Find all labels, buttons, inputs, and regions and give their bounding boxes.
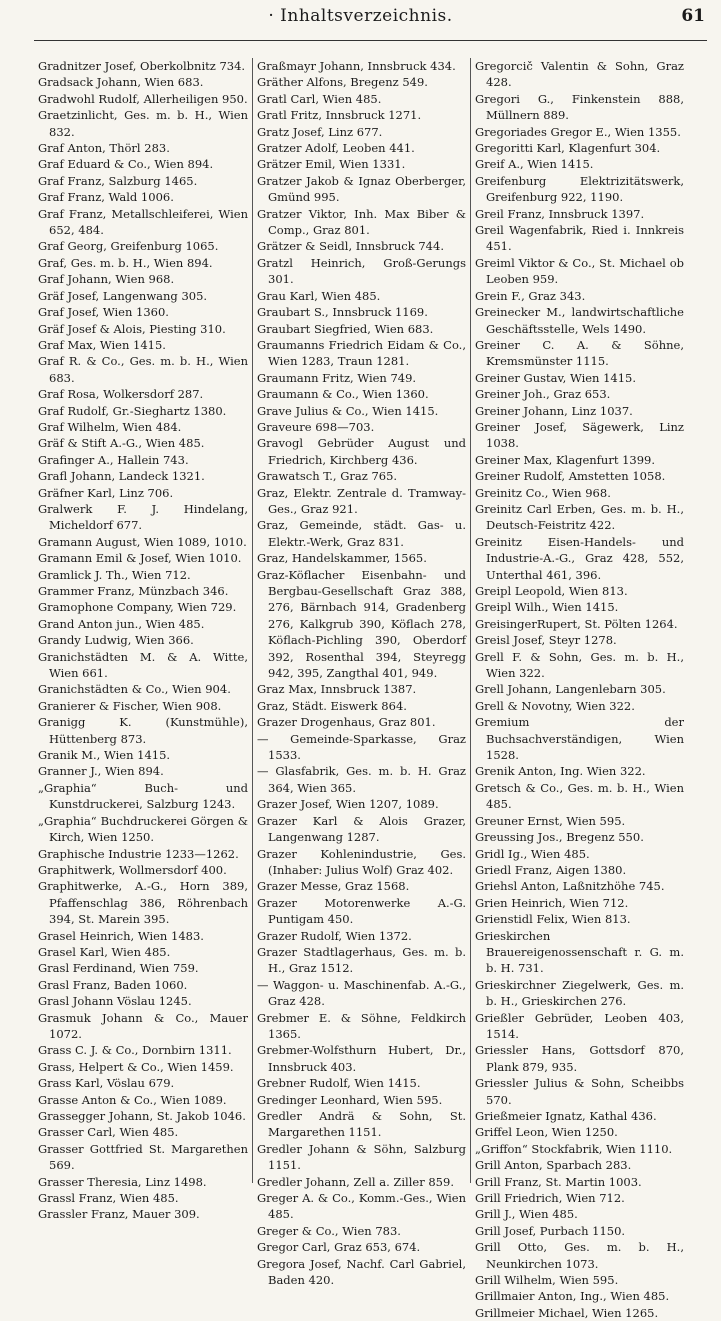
index-entry: Grazer Motorenwerke A.-G. Puntigam 450. <box>257 895 466 927</box>
index-entry: Graubart S., Innsbruck 1169. <box>257 305 428 320</box>
index-column-3 <box>470 58 688 1320</box>
index-entry: Graf Franz, Salzburg 1465. <box>38 173 198 188</box>
index-entry: „Graphia“ Buchdruckerei Görgen & Kirch, Wien 1250. <box>38 813 248 845</box>
index-entry: Griffel Leon, Wien 1250. <box>475 1125 618 1140</box>
index-entry: Greiner Josef, Sägewerk, Linz 1038. <box>475 419 684 451</box>
index-entry: Granichstädten & Co., Wien 904. <box>38 682 231 697</box>
index-entry: Grill Josef, Purbach 1150. <box>475 1223 626 1238</box>
index-entry: Gratzer Jakob & Ignaz Oberberger, Gmünd 995. <box>257 173 466 205</box>
index-entry: Greiner Gustav, Wien 1415. <box>475 370 637 385</box>
index-entry: Graf Franz, Wald 1006. <box>38 190 174 205</box>
index-entry: Grillmeier Michael, Wien 1265. <box>475 1305 659 1320</box>
index-entry: Grätzer Emil, Wien 1331. <box>257 157 406 172</box>
index-entry: Grass Karl, Vöslau 679. <box>38 1076 175 1091</box>
index-entry: Gregorcič Valentin & Sohn, Graz 428. <box>475 59 684 90</box>
index-entry: Grell & Novotny, Wien 322. <box>475 698 635 713</box>
page-title: · Inhaltsverzeichnis. <box>268 6 453 26</box>
index-entry: Grill Anton, Sparbach 283. <box>475 1158 632 1173</box>
index-entry: Grasel Karl, Wien 485. <box>38 944 171 959</box>
index-entry: Grazer Messe, Graz 1568. <box>257 879 410 894</box>
index-entry: Griedl Franz, Aigen 1380. <box>475 862 627 877</box>
index-entry: Grätzer & Seidl, Innsbruck 744. <box>257 239 444 254</box>
index-entry: Greipl Leopold, Wien 813. <box>475 584 628 598</box>
index-entry: — Gemeinde-Sparkasse, Graz 1533. <box>257 731 466 763</box>
page-number: 61 <box>681 6 705 26</box>
index-entry: Graf Josef, Wien 1360. <box>38 305 169 320</box>
index-entry: Grien Heinrich, Wien 712. <box>475 895 629 910</box>
index-entry: Gratl Fritz, Innsbruck 1271. <box>257 108 422 123</box>
index-entry: Graphitwerke, A.-G., Horn 389, Pfaffenschlag 386, Röhrenbach 394, St. Marein 395. <box>38 879 248 927</box>
index-entry: „Graphia“ Buch- und Kunstdruckerei, Salzburg 1243. <box>38 780 248 812</box>
index-entry: Grazer Karl & Alois Grazer, Langenwang 1287. <box>257 813 466 845</box>
index-entry: Graf, Ges. m. b. H., Wien 894. <box>38 255 213 270</box>
index-entry: Gregori G., Finkenstein 888, Müllnern 889. <box>475 91 684 123</box>
index-entry: Graz Max, Innsbruck 1387. <box>257 682 417 697</box>
index-entry: Graf Max, Wien 1415. <box>38 337 166 352</box>
index-entry: Grave Julius & Co., Wien 1415. <box>257 403 439 418</box>
index-entry: Graf Rudolf, Gr.-Sieghartz 1380. <box>38 403 227 418</box>
index-entry: Graf Johann, Wien 968. <box>38 272 175 287</box>
index-entry: Granigg K. (Kunstmühle), Hüttenberg 873. <box>38 715 248 746</box>
index-entry: Grill Friedrich, Wien 712. <box>475 1191 625 1206</box>
index-entry: Graf Anton, Thörl 283. <box>38 141 170 156</box>
index-entry: Greipl Wilh., Wien 1415. <box>475 600 619 615</box>
index-entry: Griehsl Anton, Laßnitzhöhe 745. <box>475 879 665 894</box>
index-entry: Graz, Handelskammer, 1565. <box>257 551 427 566</box>
index-entry: Griessler Julius & Sohn, Scheibbs 570. <box>475 1076 684 1107</box>
page-header <box>0 6 721 36</box>
index-entry: Gredinger Leonhard, Wien 595. <box>257 1092 443 1107</box>
index-entry: Greger A. & Co., Komm.-Ges., Wien 485. <box>257 1191 466 1222</box>
index-entry: Gräf Josef, Langenwang 305. <box>38 288 208 303</box>
index-entry: Gretsch & Co., Ges. m. b. H., Wien 485. <box>475 780 684 812</box>
index-entry: Gredler Andrä & Sohn, St. Margarethen 1151. <box>257 1109 466 1140</box>
index-entry: Greinitz Co., Wien 968. <box>475 485 611 500</box>
index-entry: Graumanns Friedrich Eidam & Co., Wien 1283, Traun 1281. <box>257 337 466 369</box>
index-entry: Graf Eduard & Co., Wien 894. <box>38 157 214 172</box>
index-entry: Graz-Köflacher Eisenbahn- und Bergbau-Gesellschaft Graz 388, 276, Bärnbach 914, Gradenberg 276, Kalkgrub 390, Köflach 278, Köflach-Pichling 390, Oberdorf 392, Rosenthal 394, Steyregg 942, 395, Zangthal 401, 949. <box>257 567 466 681</box>
index-entry: Greiner Joh., Graz 653. <box>475 387 611 402</box>
index-entry: Grebner Rudolf, Wien 1415. <box>257 1076 421 1091</box>
index-entry: Gramann Emil & Josef, Wien 1010. <box>38 551 242 566</box>
header-rule <box>34 40 707 41</box>
index-entry: Grell Johann, Langenlebarn 305. <box>475 682 666 697</box>
index-entry: „Griffon“ Stockfabrik, Wien 1110. <box>475 1141 673 1156</box>
index-entry: Grandy Ludwig, Wien 366. <box>38 633 194 648</box>
index-entry: Grenik Anton, Ing. Wien 322. <box>475 764 646 779</box>
index-entry: Greil Wagenfabrik, Ried i. Innkreis 451. <box>475 223 684 254</box>
index-entry: Greifenburg Elektrizitätswerk, Greifenburg 922, 1190. <box>475 173 684 205</box>
index-entry: Grell F. & Sohn, Ges. m. b. H., Wien 322. <box>475 649 684 681</box>
index-entry: Grasl Ferdinand, Wien 759. <box>38 961 199 976</box>
index-entry: Gräfner Karl, Linz 706. <box>38 485 174 500</box>
index-entry: Grasser Theresia, Linz 1498. <box>38 1174 207 1189</box>
index-entry: Graubart Siegfried, Wien 683. <box>257 321 434 336</box>
index-entry: Greinitz Eisen-Handels- und Industrie-A.-G., Graz 428, 552, Unterthal 461, 396. <box>475 534 684 582</box>
index-entry: Grebmer-Wolfsthurn Hubert, Dr., Innsbruck 403. <box>257 1043 466 1074</box>
index-entry: Gräf & Stift A.-G., Wien 485. <box>38 436 205 451</box>
index-entry: GreisingerRupert, St. Pölten 1264. <box>475 616 678 631</box>
index-entry: Grassler Franz, Mauer 309. <box>38 1207 200 1222</box>
index-column-2 <box>252 58 470 1288</box>
index-entry: Gradnitzer Josef, Oberkolbnitz 734. <box>38 59 246 73</box>
index-entry: Graveure 698—703. <box>257 419 375 434</box>
index-entry: Grill Wilhelm, Wien 595. <box>475 1273 619 1288</box>
index-entry: Gratz Josef, Linz 677. <box>257 124 383 139</box>
index-entry: Grieskirchen Brauereigenossenschaft r. G. m. b. H. 731. <box>475 928 684 976</box>
index-entry: Grasser Gottfried St. Margarethen 569. <box>38 1141 248 1173</box>
index-entry: Gratzer Adolf, Leoben 441. <box>257 141 415 156</box>
index-entry: Grazer Rudolf, Wien 1372. <box>257 928 412 943</box>
index-entry: Grass C. J. & Co., Dornbirn 1311. <box>38 1043 232 1058</box>
index-entry: Greiner C. A. & Söhne, Kremsmünster 1115. <box>475 337 684 369</box>
index-entry: Graz, Elektr. Zentrale d. Tramway-Ges., Graz 921. <box>257 485 466 516</box>
index-entry: Grasl Franz, Baden 1060. <box>38 977 188 992</box>
index-entry: Graf Rosa, Wolkersdorf 287. <box>38 387 204 402</box>
index-entry: Grill Otto, Ges. m. b. H., Neunkirchen 1073. <box>475 1240 684 1271</box>
index-entry: Grand Anton jun., Wien 485. <box>38 616 205 631</box>
index-entry: Granner J., Wien 894. <box>38 764 164 779</box>
index-entry: Gramann August, Wien 1089, 1010. <box>38 534 247 549</box>
index-entry: Grau Karl, Wien 485. <box>257 288 381 303</box>
index-entry: Grieskirchner Ziegelwerk, Ges. m. b. H., Grieskirchen 276. <box>475 977 684 1009</box>
index-entry: Gratl Carl, Wien 485. <box>257 91 382 106</box>
index-entry: Grazer Kohlenindustrie, Ges. (Inhaber: Julius Wolf) Graz 402. <box>257 846 466 877</box>
index-entry: Grienstidl Felix, Wien 813. <box>475 912 631 927</box>
index-entry: Greisl Josef, Steyr 1278. <box>475 633 617 648</box>
index-entry: Grassegger Johann, St. Jakob 1046. <box>38 1109 246 1123</box>
index-entry: — Waggon- u. Maschinenfab. A.-G., Graz 428. <box>257 977 466 1009</box>
index-entry: Gredler Johann & Söhn, Salzburg 1151. <box>257 1141 466 1173</box>
index-entry: Graf R. & Co., Ges. m. b. H., Wien 683. <box>38 354 248 385</box>
index-entry: Greiml Viktor & Co., St. Michael ob Leoben 959. <box>475 255 684 287</box>
index-entry: Grass, Helpert & Co., Wien 1459. <box>38 1059 234 1074</box>
index-entry: Gregoriades Gregor E., Wien 1355. <box>475 124 681 139</box>
index-entry: Grasmuk Johann & Co., Mauer 1072. <box>38 1010 248 1041</box>
index-entry: Granichstädten M. & A. Witte, Wien 661. <box>38 649 248 681</box>
index-entry: Grammer Franz, Münzbach 346. <box>38 584 229 598</box>
index-entry: Gramlick J. Th., Wien 712. <box>38 567 191 582</box>
index-entry: Gregora Josef, Nachf. Carl Gabriel, Baden 420. <box>257 1256 466 1288</box>
index-entry: Graumann Fritz, Wien 749. <box>257 370 417 385</box>
index-entry: Greger & Co., Wien 783. <box>257 1223 401 1238</box>
index-entry: Greil Franz, Innsbruck 1397. <box>475 206 645 221</box>
index-entry: Grazer Stadtlagerhaus, Ges. m. b. H., Graz 1512. <box>257 944 466 976</box>
index-entry: Gradwohl Rudolf, Allerheiligen 950. <box>38 91 248 106</box>
index-entry: Gremium der Buchsachverständigen, Wien 1528. <box>475 715 684 763</box>
index-entry: Grafl Johann, Landeck 1321. <box>38 469 205 484</box>
index-entry: Grill J., Wien 485. <box>475 1207 578 1222</box>
index-entry: Graßmayr Johann, Innsbruck 434. <box>257 59 456 73</box>
index-entry: Granierer & Fischer, Wien 908. <box>38 698 222 713</box>
index-entry: Gralwerk F. J. Hindelang, Micheldorf 677. <box>38 501 248 533</box>
index-entry: Gradsack Johann, Wien 683. <box>38 75 204 90</box>
index-entry: Gregoritti Karl, Klagenfurt 304. <box>475 141 661 156</box>
index-entry: Greiner Rudolf, Amstetten 1058. <box>475 469 666 484</box>
index-entry: Gramophone Company, Wien 729. <box>38 600 237 615</box>
index-columns <box>34 58 707 1320</box>
index-entry: Grasel Heinrich, Wien 1483. <box>38 928 204 943</box>
index-entry: Graz, Städt. Eiswerk 864. <box>257 698 407 713</box>
index-entry: Grafinger A., Hallein 743. <box>38 452 189 467</box>
index-entry: Gräther Alfons, Bregenz 549. <box>257 75 428 90</box>
index-entry: Grießler Gebrüder, Leoben 403, 1514. <box>475 1010 684 1041</box>
index-entry: Graf Georg, Greifenburg 1065. <box>38 239 219 254</box>
index-entry: Grazer Drogenhaus, Graz 801. <box>257 715 436 730</box>
index-entry: Grießmeier Ignatz, Kathal 436. <box>475 1109 657 1123</box>
index-entry: Grein F., Graz 343. <box>475 288 586 303</box>
index-entry: Greussing Jos., Bregenz 550. <box>475 830 644 845</box>
index-entry: Grasser Carl, Wien 485. <box>38 1125 179 1140</box>
index-entry: Grillmaier Anton, Ing., Wien 485. <box>475 1289 670 1304</box>
index-entry: Grassl Franz, Wien 485. <box>38 1191 179 1206</box>
index-entry: Gräf Josef & Alois, Piesting 310. <box>38 321 226 336</box>
index-entry: Greiner Johann, Linz 1037. <box>475 403 633 418</box>
index-entry: Gridl Ig., Wien 485. <box>475 846 590 861</box>
index-column-1 <box>34 58 252 1222</box>
index-entry: Graphitwerk, Wollmersdorf 400. <box>38 862 227 877</box>
index-entry: Gredler Johann, Zell a. Ziller 859. <box>257 1174 454 1189</box>
index-entry: Grazer Josef, Wien 1207, 1089. <box>257 797 439 812</box>
index-entry: Gratzl Heinrich, Groß-Gerungs 301. <box>257 255 466 287</box>
index-entry: Granik M., Wien 1415. <box>38 748 171 763</box>
index-entry: Graumann & Co., Wien 1360. <box>257 387 429 402</box>
index-entry: Greiner Max, Klagenfurt 1399. <box>475 452 656 467</box>
index-entry: Graf Wilhelm, Wien 484. <box>38 419 182 434</box>
index-entry: Grill Franz, St. Martin 1003. <box>475 1174 642 1189</box>
index-entry: Gravogl Gebrüder August und Friedrich, Kirchberg 436. <box>257 436 466 467</box>
index-entry: Greinitz Carl Erben, Ges. m. b. H., Deutsch-Feistritz 422. <box>475 501 684 533</box>
index-entry: Graphische Industrie 1233—1262. <box>38 846 239 861</box>
index-entry: Grawatsch T., Graz 765. <box>257 469 398 484</box>
index-entry: Grebmer E. & Söhne, Feldkirch 1365. <box>257 1010 466 1041</box>
index-entry: Graetzinlicht, Ges. m. b. H., Wien 832. <box>38 108 248 139</box>
index-entry: Gregor Carl, Graz 653, 674. <box>257 1240 421 1255</box>
index-entry: Gratzer Viktor, Inh. Max Biber & Comp., Graz 801. <box>257 206 466 238</box>
index-entry: — Glasfabrik, Ges. m. b. H. Graz 364, Wien 365. <box>257 764 466 795</box>
index-entry: Greif A., Wien 1415. <box>475 157 594 172</box>
index-entry: Griessler Hans, Gottsdorf 870, Plank 879, 935. <box>475 1043 684 1074</box>
index-entry: Greuner Ernst, Wien 595. <box>475 813 626 828</box>
index-entry: Grasl Johann Vöslau 1245. <box>38 994 192 1009</box>
index-entry: Greinecker M., landwirtschaftliche Geschäftsstelle, Wels 1490. <box>475 305 684 336</box>
index-entry: Graz, Gemeinde, städt. Gas- u. Elektr.-Werk, Graz 831. <box>257 518 466 549</box>
index-entry: Grasse Anton & Co., Wien 1089. <box>38 1092 227 1107</box>
index-entry: Graf Franz, Metallschleiferei, Wien 652, 484. <box>38 206 248 238</box>
